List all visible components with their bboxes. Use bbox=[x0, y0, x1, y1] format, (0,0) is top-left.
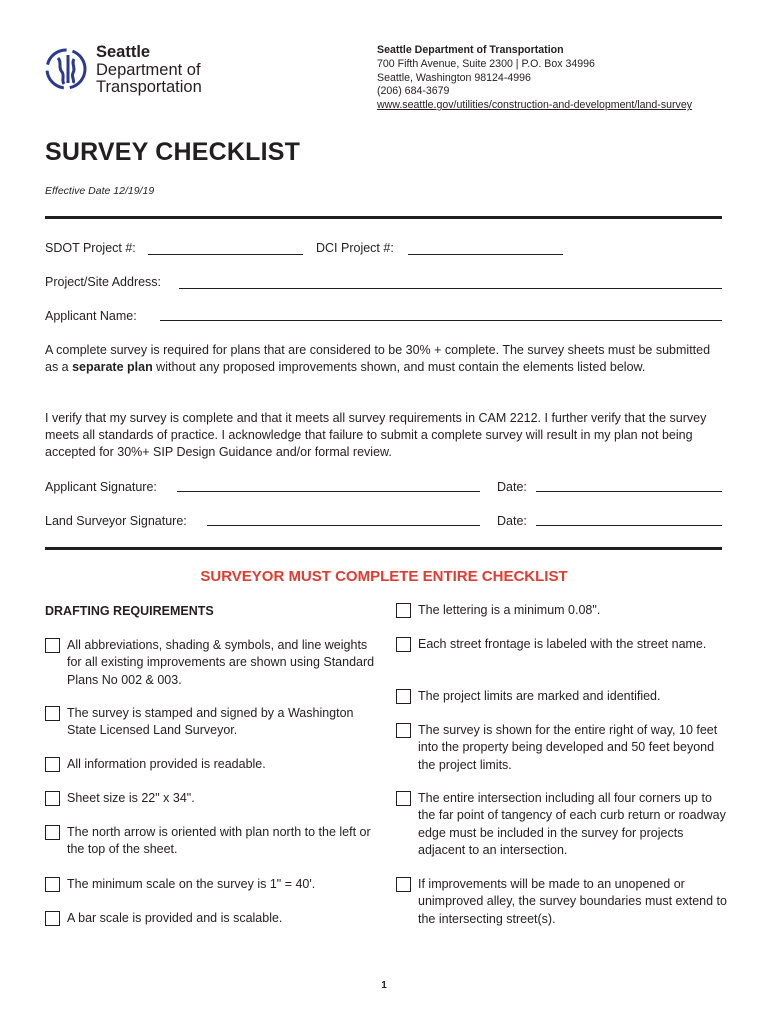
checkbox[interactable] bbox=[396, 689, 411, 704]
intro-bold: separate plan bbox=[72, 360, 153, 374]
sdot-project-label: SDOT Project #: bbox=[45, 241, 136, 255]
checklist-item-text: Each street frontage is labeled with the street name. bbox=[418, 637, 707, 651]
checklist-item-text: The north arrow is oriented with plan north to the left or the top of the sheet. bbox=[67, 825, 371, 857]
applicant-name-label: Applicant Name: bbox=[45, 309, 137, 323]
surveyor-date-field[interactable] bbox=[536, 525, 722, 526]
checkbox[interactable] bbox=[45, 911, 60, 926]
applicant-signature-field[interactable] bbox=[177, 491, 480, 492]
checklist-item-text: Sheet size is 22" x 34". bbox=[67, 791, 195, 805]
checkbox[interactable] bbox=[45, 825, 60, 840]
checklist-item-text: If improvements will be made to an unopened or unimproved alley, the survey boundaries must extend to the intersecting street(s). bbox=[418, 877, 727, 926]
checklist-warning: SURVEYOR MUST COMPLETE ENTIRE CHECKLIST bbox=[200, 568, 568, 585]
checkbox[interactable] bbox=[45, 877, 60, 892]
checklist-item-text: The survey is stamped and signed by a Washington State Licensed Land Surveyor. bbox=[67, 706, 354, 738]
checkbox[interactable] bbox=[396, 603, 411, 618]
intro-text-1: A complete survey is required for plans that are considered to be 30% + complete. The survey sheets must be submitted as a bbox=[45, 343, 711, 374]
verification-paragraph: I verify that my survey is complete and that it meets all survey requirements in CAM 2212. I further verify that the survey meets all standards of practice. I acknowledge that failure to submit a complete survey will result in my plan not being accepted for 30%+ SIP Design Guidance and/or formal review. bbox=[45, 411, 707, 459]
logo-line-2: Department of bbox=[96, 60, 201, 79]
contact-url-link[interactable]: www.seattle.gov/utilities/construction-and-development/land-survey bbox=[377, 99, 693, 112]
checkbox[interactable] bbox=[396, 637, 411, 652]
contact-block bbox=[377, 44, 747, 113]
logo-text bbox=[96, 44, 202, 97]
checklist-item-text: The entire intersection including all four corners up to the far point of tangency of each curb return or roadway edge must be included in the survey for projects adjacent to an intersection. bbox=[418, 791, 726, 857]
page-number: 1 bbox=[381, 980, 387, 991]
surveyor-signature-field[interactable] bbox=[207, 525, 480, 526]
applicant-date-label: Date: bbox=[497, 480, 527, 494]
checkbox[interactable] bbox=[45, 757, 60, 772]
contact-address-1: 700 Fifth Avenue, Suite 2300 | P.O. Box 34996 bbox=[377, 57, 595, 70]
checklist-divider bbox=[45, 547, 722, 550]
checkbox[interactable] bbox=[396, 723, 411, 738]
applicant-name-field[interactable] bbox=[160, 320, 722, 321]
site-address-label: Project/Site Address: bbox=[45, 275, 162, 289]
applicant-date-field[interactable] bbox=[536, 491, 722, 492]
checklist-item-text: All information provided is readable. bbox=[67, 757, 266, 771]
checklist-item-text: The project limits are marked and identified. bbox=[418, 689, 661, 703]
site-address-field[interactable] bbox=[179, 288, 722, 289]
contact-org: Seattle Department of Transportation bbox=[377, 44, 564, 56]
surveyor-signature-label: Land Surveyor Signature: bbox=[45, 514, 187, 528]
page-title: SURVEY CHECKLIST bbox=[45, 138, 301, 166]
checklist-item-text: The survey is shown for the entire right of way, 10 feet into the property being developed and 50 feet beyond the project limits. bbox=[418, 723, 718, 772]
effective-date: Effective Date 12/19/19 bbox=[45, 185, 155, 197]
dci-project-field[interactable] bbox=[408, 254, 563, 255]
applicant-signature-label: Applicant Signature: bbox=[45, 480, 157, 494]
sdot-logo bbox=[44, 44, 244, 100]
checkbox[interactable] bbox=[45, 638, 60, 653]
checkbox[interactable] bbox=[45, 791, 60, 806]
checklist-item-text: The lettering is a minimum 0.08". bbox=[418, 603, 601, 617]
logo-line-3: Transportation bbox=[96, 78, 202, 96]
contact-address-2: Seattle, Washington 98124-4996 bbox=[377, 71, 531, 84]
contact-phone: (206) 684-3679 bbox=[377, 85, 450, 98]
checklist-item-text: A bar scale is provided and is scalable. bbox=[67, 911, 283, 925]
checkbox[interactable] bbox=[45, 706, 60, 721]
intro-paragraph bbox=[45, 342, 725, 376]
checkbox[interactable] bbox=[396, 877, 411, 892]
checkbox[interactable] bbox=[396, 791, 411, 806]
sdot-project-field[interactable] bbox=[148, 254, 303, 255]
logo-line-1: Seattle bbox=[96, 43, 151, 61]
dci-project-label: DCI Project #: bbox=[316, 241, 394, 255]
top-divider bbox=[45, 216, 722, 219]
intro-text-2: without any proposed improvements shown, and must contain the elements listed below. bbox=[152, 360, 646, 374]
checklist-item-text: All abbreviations, shading & symbols, and line weights for all existing improvements are shown using Standard Plans No 002 & 003. bbox=[67, 638, 375, 687]
section-heading: DRAFTING REQUIREMENTS bbox=[45, 604, 214, 618]
seattle-logo-icon bbox=[44, 46, 88, 92]
checklist-item-text: The minimum scale on the survey is 1" = 40'. bbox=[67, 877, 316, 891]
surveyor-date-label: Date: bbox=[497, 514, 527, 528]
